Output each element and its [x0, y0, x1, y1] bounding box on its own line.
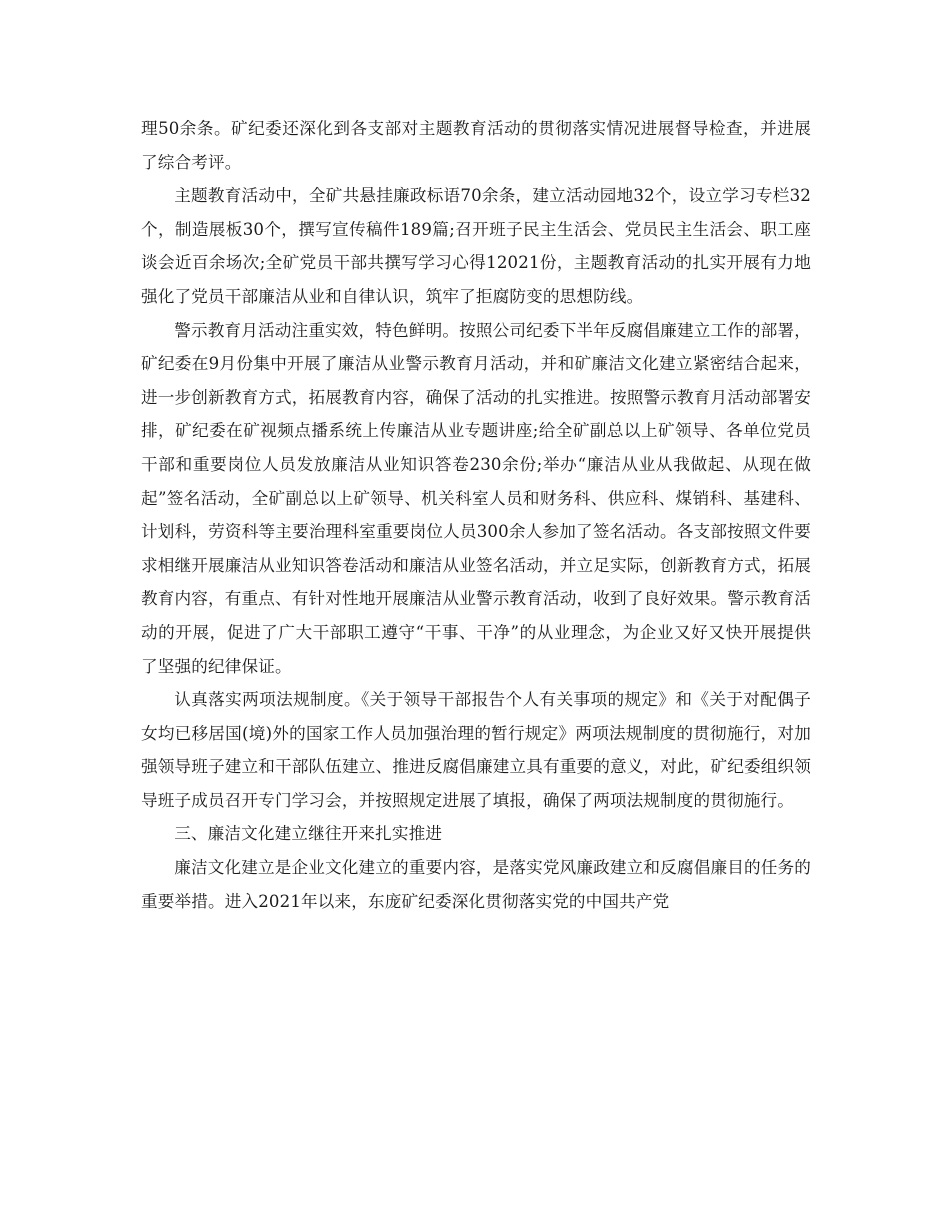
paragraph-continuation: 理50余条。矿纪委还深化到各支部对主题教育活动的贯彻落实情况进展督导检查，并进展了综合考评。: [141, 119, 811, 172]
paragraph-theme-education-stats: 主题教育活动中，全矿共悬挂廉政标语70余条，建立活动园地32个，设立学习专栏32个，制造展板30个，撰写宣传稿件189篇;召开班子民主生活会、党员民主生活会、职工座谈会近百余场次;全矿党员干部共撰写学习心得12021份，主题教育活动的扎实开展有力地强化了党员干部廉洁从业和自律认识，筑牢了拒腐防变的思想防线。: [141, 186, 811, 306]
section-heading: 三、廉洁文化建立继往开来扎实推进: [174, 824, 443, 844]
paragraph-integrity-culture: 廉洁文化建立是企业文化建立的重要内容，是落实党风廉政建立和反腐倡廉目的任务的重要举措。进入2021年以来，东庞矿纪委深化贯彻落实党的中国共产党: [141, 858, 811, 911]
document-body: [141, 112, 811, 918]
paragraph-warning-education-month: 警示教育月活动注重实效，特色鲜明。按照公司纪委下半年反腐倡廉建立工作的部署，矿纪委在9月份集中开展了廉洁从业警示教育月活动，并和矿廉洁文化建立紧密结合起来，进一步创新教育方式，拓展教育内容，确保了活动的扎实推进。按照警示教育月活动部署安排，矿纪委在矿视频点播系统上传廉洁从业专题讲座;给全矿副总以上矿领导、各单位党员干部和重要岗位人员发放廉洁从业知识答卷230余份;举办“廉洁从业从我做起、从现在做起”签名活动，全矿副总以上矿领导、机关科室人员和财务科、供应科、煤销科、基建科、计划科，劳资科等主要治理科室重要岗位人员300余人参加了签名活动。各支部按照文件要求相继开展廉洁从业知识答卷活动和廉洁从业签名活动，并立足实际，创新教育方式，拓展教育内容，有重点、有针对性地开展廉洁从业警示教育活动，收到了良好效果。警示教育活动的开展，促进了广大干部职工遵守“干事、干净”的从业理念，为企业又好又快开展提供了坚强的纪律保证。: [141, 320, 811, 676]
paragraph-two-regulations: 认真落实两项法规制度。《关于领导干部报告个人有关事项的规定》和《关于对配偶子女均已移居国(境)外的国家工作人员加强治理的暂行规定》两项法规制度的贯彻施行，对加强领导班子建立和干部队伍建立、推进反腐倡廉建立具有重要的意义，对此，矿纪委组织领导班子成员召开专门学习会，并按照规定进展了填报，确保了两项法规制度的贯彻施行。: [141, 690, 811, 810]
